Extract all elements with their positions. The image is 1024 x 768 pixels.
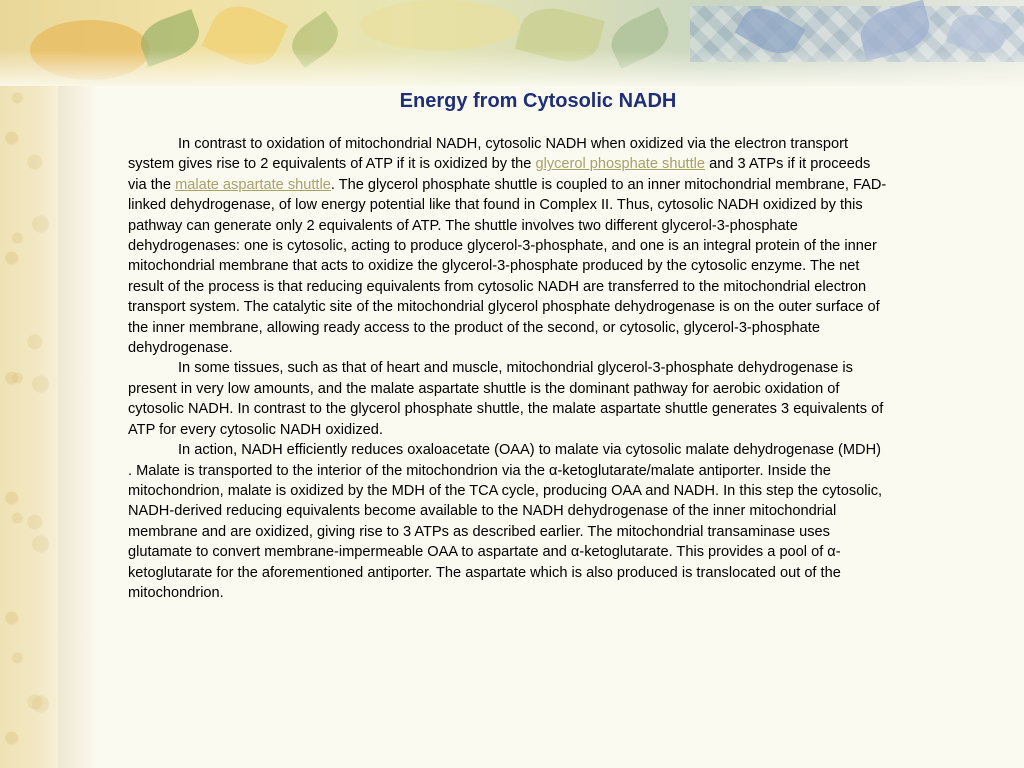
body-paragraph xyxy=(128,358,888,440)
top-banner xyxy=(0,0,1024,86)
paragraph-text: In some tissues, such as that of heart and muscle, mitochondrial glycerol-3-phosphate dehydrogenase is present in very low amounts, and the malate aspartate shuttle is the dominant pathway for aerobic oxidation of cytosolic NADH. In contrast to the glycerol phosphate shuttle, the malate aspartate shuttle generates 3 equivalents of ATP for every cytosolic NADH oxidized. xyxy=(128,360,884,438)
body-paragraph xyxy=(128,134,888,358)
slide-content xyxy=(128,86,888,603)
banner-fade xyxy=(0,50,1024,86)
paragraph-text: In action, NADH efficiently reduces oxaloacetate (OAA) to malate via cytosolic malate dehydrogenase (MDH) . Malate is transported to the interior of the mitochondrion via the α-ketoglutarate/malate antiporter. Inside the mitochondrion, malate is oxidized by the MDH of the TCA cycle, producing OAA and NADH. In this step the cytosolic, NADH-derived reducing equivalents become available to the NADH dehydrogenase of the inner mitochondrial membrane and are oxidized, giving rise to 3 ATPs as described earlier. The mitochondrial transaminase uses glutamate to convert membrane-impermeable OAA to aspartate and α-ketoglutarate. This provides a pool of α-ketoglutarate for the aforementioned antiporter. The aspartate which is also produced is translocated out of the mitochondrion. xyxy=(128,442,883,601)
slide-title: Energy from Cytosolic NADH xyxy=(399,90,677,112)
left-strip-fade xyxy=(58,0,98,768)
paragraph-text: . The glycerol phosphate shuttle is coupled to an inner mitochondrial membrane, FAD-linked dehydrogenase, of low energy potential like that found in Complex II. Thus, cytosolic NADH oxidized by this pathway can generate only 2 equivalents of ATP. The shuttle involves two different glycerol-3-phosphate dehydrogenases: one is cytosolic, acting to produce glycerol-3-phosphate, and one is an integral protein of the inner mitochondrial membrane that acts to oxidize the glycerol-3-phosphate produced by the cytosolic enzyme. The net result of the process is that reducing equivalents from cytosolic NADH are transferred to the mitochondrial electron transport system. The catalytic site of the mitochondrial glycerol phosphate dehydrogenase is on the outer surface of the inner membrane, allowing ready access to the product of the second, or cytosolic, glycerol-3-phosphate dehydrogenase. xyxy=(128,176,887,357)
banner-decoration xyxy=(360,0,520,50)
shuttle-link[interactable]: malate aspartate shuttle xyxy=(175,176,331,193)
paragraph-text: In contrast to oxidation of mitochondrial NADH, cytosolic NADH when oxidized via the electron transport system gives rise to 2 equivalents of ATP if it is oxidized by the xyxy=(128,136,849,173)
left-decorative-strip xyxy=(0,0,58,768)
paragraph-text: and 3 ATPs if it proceeds via the xyxy=(128,156,871,193)
slide-body xyxy=(128,134,888,603)
shuttle-link[interactable]: glycerol phosphate shuttle xyxy=(535,156,706,173)
body-paragraph xyxy=(128,440,888,603)
